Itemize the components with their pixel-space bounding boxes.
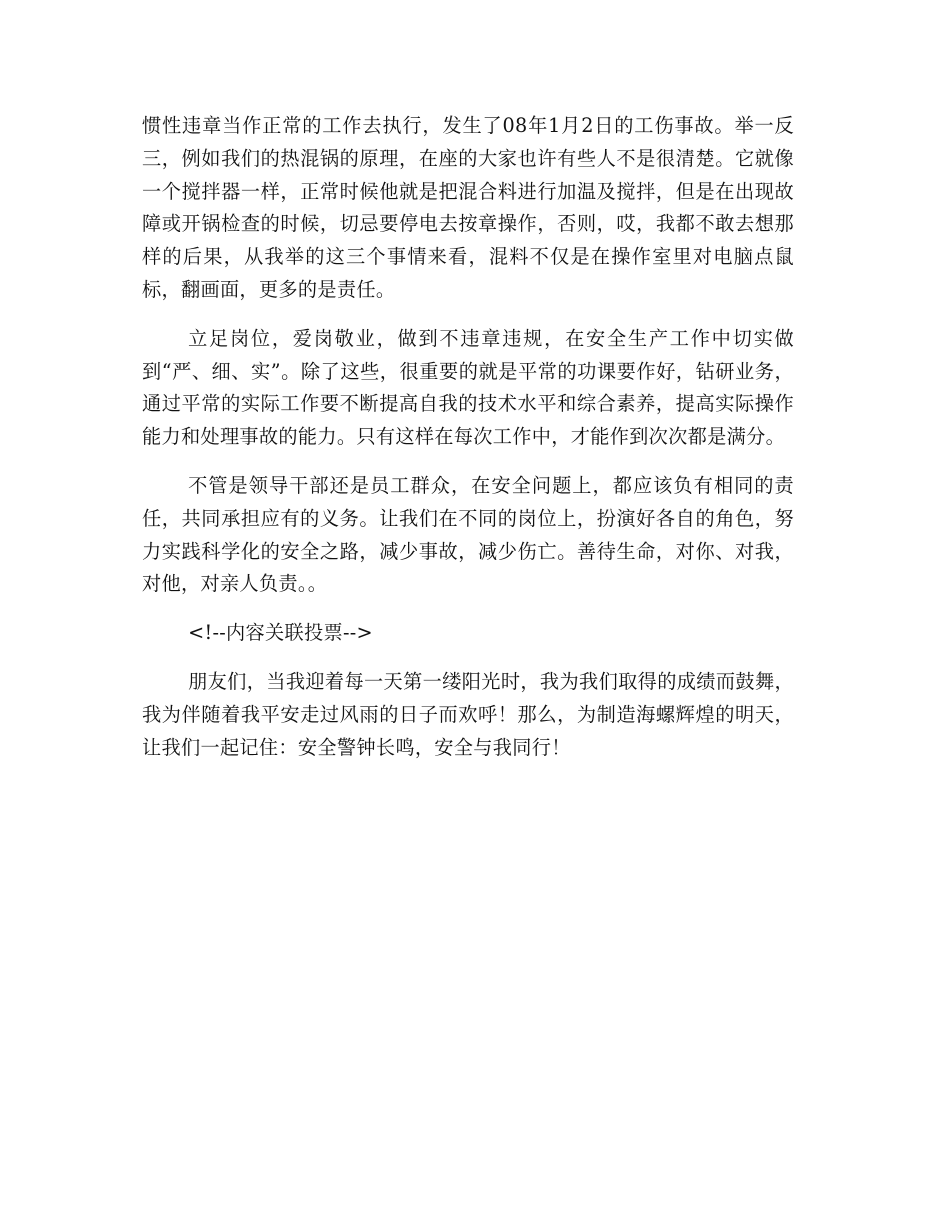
paragraph-3: 不管是领导干部还是员工群众，在安全问题上，都应该负有相同的责任，共同承担应有的义务。让我们在不同的岗位上，扮演好各自的角色，努力实践科学化的安全之路，减少事故，减少伤亡。善待生命，对你、对我，对他，对亲人负责。。: [142, 473, 794, 596]
paragraph-2: 立足岗位，爱岗敬业，做到不违章违规，在安全生产工作中切实做到“严、细、实”。除了这些，很重要的就是平常的功课要作好，钻研业务，通过平常的实际工作要不断提高自我的技术水平和综合素养，提高实际操作能力和处理事故的能力。只有这样在每次工作中，才能作到次次都是满分。: [142, 326, 794, 449]
document-page: [142, 110, 794, 780]
paragraph-1: 惯性违章当作正常的工作去执行，发生了08年1月2日的工伤事故。举一反三，例如我们的热混锅的原理，在座的大家也许有些人不是很清楚。它就像一个搅拌器一样，正常时候他就是把混合料进行加温及搅拌，但是在出现故障或开锅检查的时候，切忌要停电去按章操作，否则，哎，我都不敢去想那样的后果，从我举的这三个事情来看，混料不仅是在操作室里对电脑点鼠标，翻画面，更多的是责任。: [142, 114, 794, 301]
closing-paragraph: 朋友们，当我迎着每一天第一缕阳光时，我为我们取得的成绩而鼓舞，我为伴随着我平安走过风雨的日子而欢呼！那么，为制造海螺辉煌的明天，让我们一起记住：安全警钟长鸣，安全与我同行！: [142, 669, 794, 759]
comment-line: <!--内容关联投票-->: [188, 621, 373, 645]
